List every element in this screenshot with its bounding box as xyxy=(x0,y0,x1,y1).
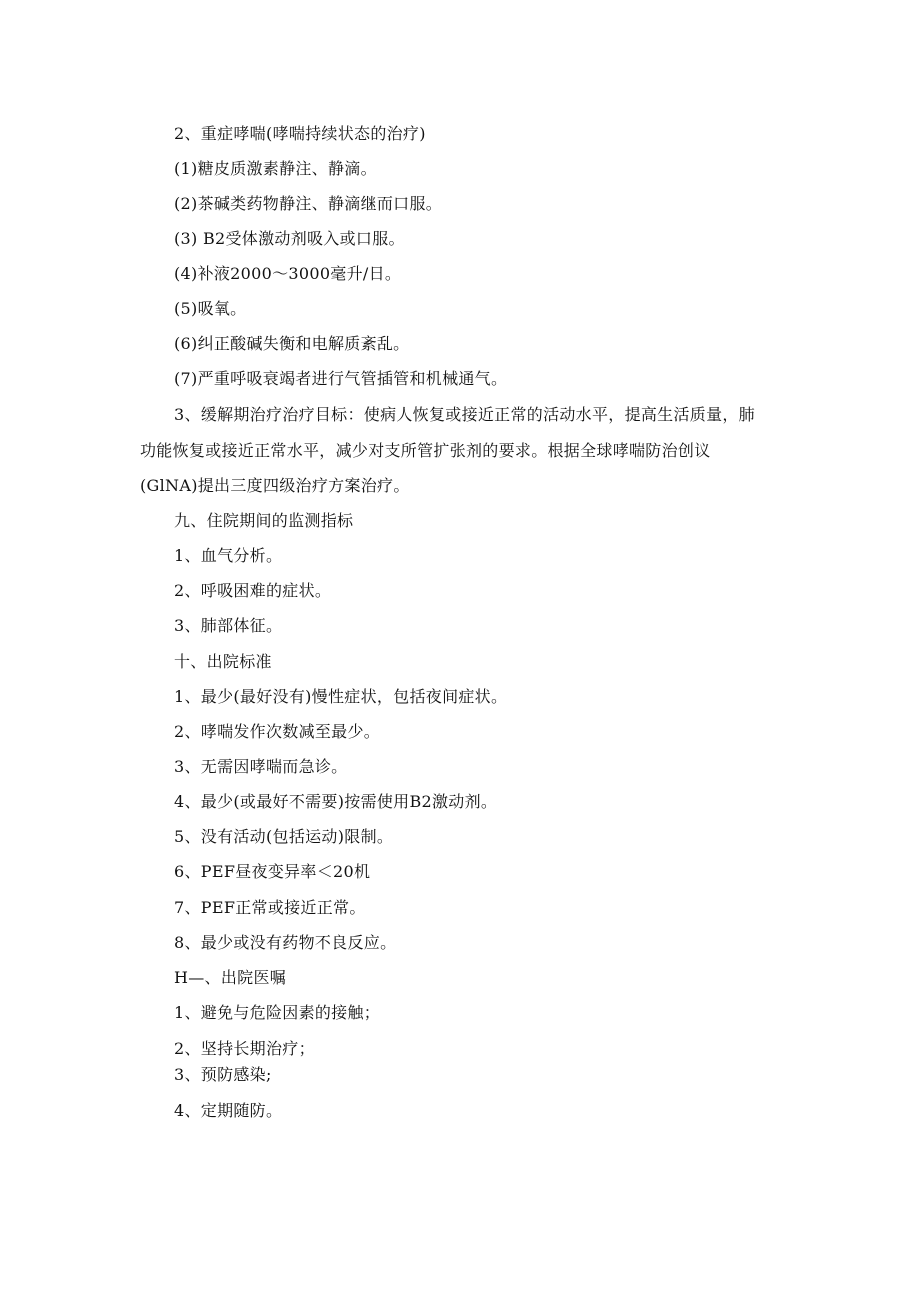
list-item: 2、坚持长期治疗； xyxy=(174,1039,315,1058)
list-item: 8、最少或没有药物不良反应。 xyxy=(174,933,397,952)
list-item: (1)糖皮质激素静注、静滴。 xyxy=(174,159,377,178)
list-item: 3、预防感染; xyxy=(174,1065,272,1084)
section-heading-monitoring: 九、住院期间的监测指标 xyxy=(174,511,354,530)
list-item: 1、血气分析。 xyxy=(174,546,283,565)
paragraph-line: (GlNA)提出三度四级治疗方案治疗。 xyxy=(140,476,410,495)
list-item: 1、避免与危险因素的接触； xyxy=(174,1003,381,1022)
list-item: (7)严重呼吸衰竭者进行气管插管和机械通气。 xyxy=(174,369,508,388)
section-heading-severe-asthma: 2、重症哮喘(哮喘持续状态的治疗) xyxy=(174,124,426,143)
list-item: 2、呼吸困难的症状。 xyxy=(174,581,332,600)
list-item: 3、无需因哮喘而急诊。 xyxy=(174,757,348,776)
list-item: (3) B2受体激动剂吸入或口服。 xyxy=(174,229,405,248)
list-item: 5、没有活动(包括运动)限制。 xyxy=(174,827,394,846)
list-item: (5)吸氧。 xyxy=(174,299,247,318)
list-item: 3、肺部体征。 xyxy=(174,616,283,635)
list-item: (4)补液2000～3000毫升/日。 xyxy=(174,264,402,283)
list-item: 2、哮喘发作次数减至最少。 xyxy=(174,722,381,741)
list-item: 1、最少(最好没有)慢性症状，包括夜间症状。 xyxy=(174,687,508,706)
paragraph-line: 功能恢复或接近正常水平，减少对支所管扩张剂的要求。根据全球哮喘防治创议 xyxy=(140,441,711,460)
list-item: (6)纠正酸碱失衡和电解质紊乱。 xyxy=(174,334,410,353)
paragraph-line: 3、缓解期治疗治疗目标：使病人恢复或接近正常的活动水平，提高生活质量，肺 xyxy=(174,405,755,424)
section-heading-discharge-advice: H—、出院医嘱 xyxy=(174,968,287,987)
list-item: 7、PEF正常或接近正常。 xyxy=(174,898,366,917)
list-item: 6、PEF昼夜变异率＜20机 xyxy=(174,862,371,881)
section-heading-discharge-criteria: 十、出院标准 xyxy=(174,652,272,671)
list-item: 4、最少(或最好不需要)按需使用B2激动剂。 xyxy=(174,792,498,811)
list-item: 4、定期随防。 xyxy=(174,1101,283,1120)
list-item: (2)茶碱类药物静注、静滴继而口服。 xyxy=(174,194,443,213)
